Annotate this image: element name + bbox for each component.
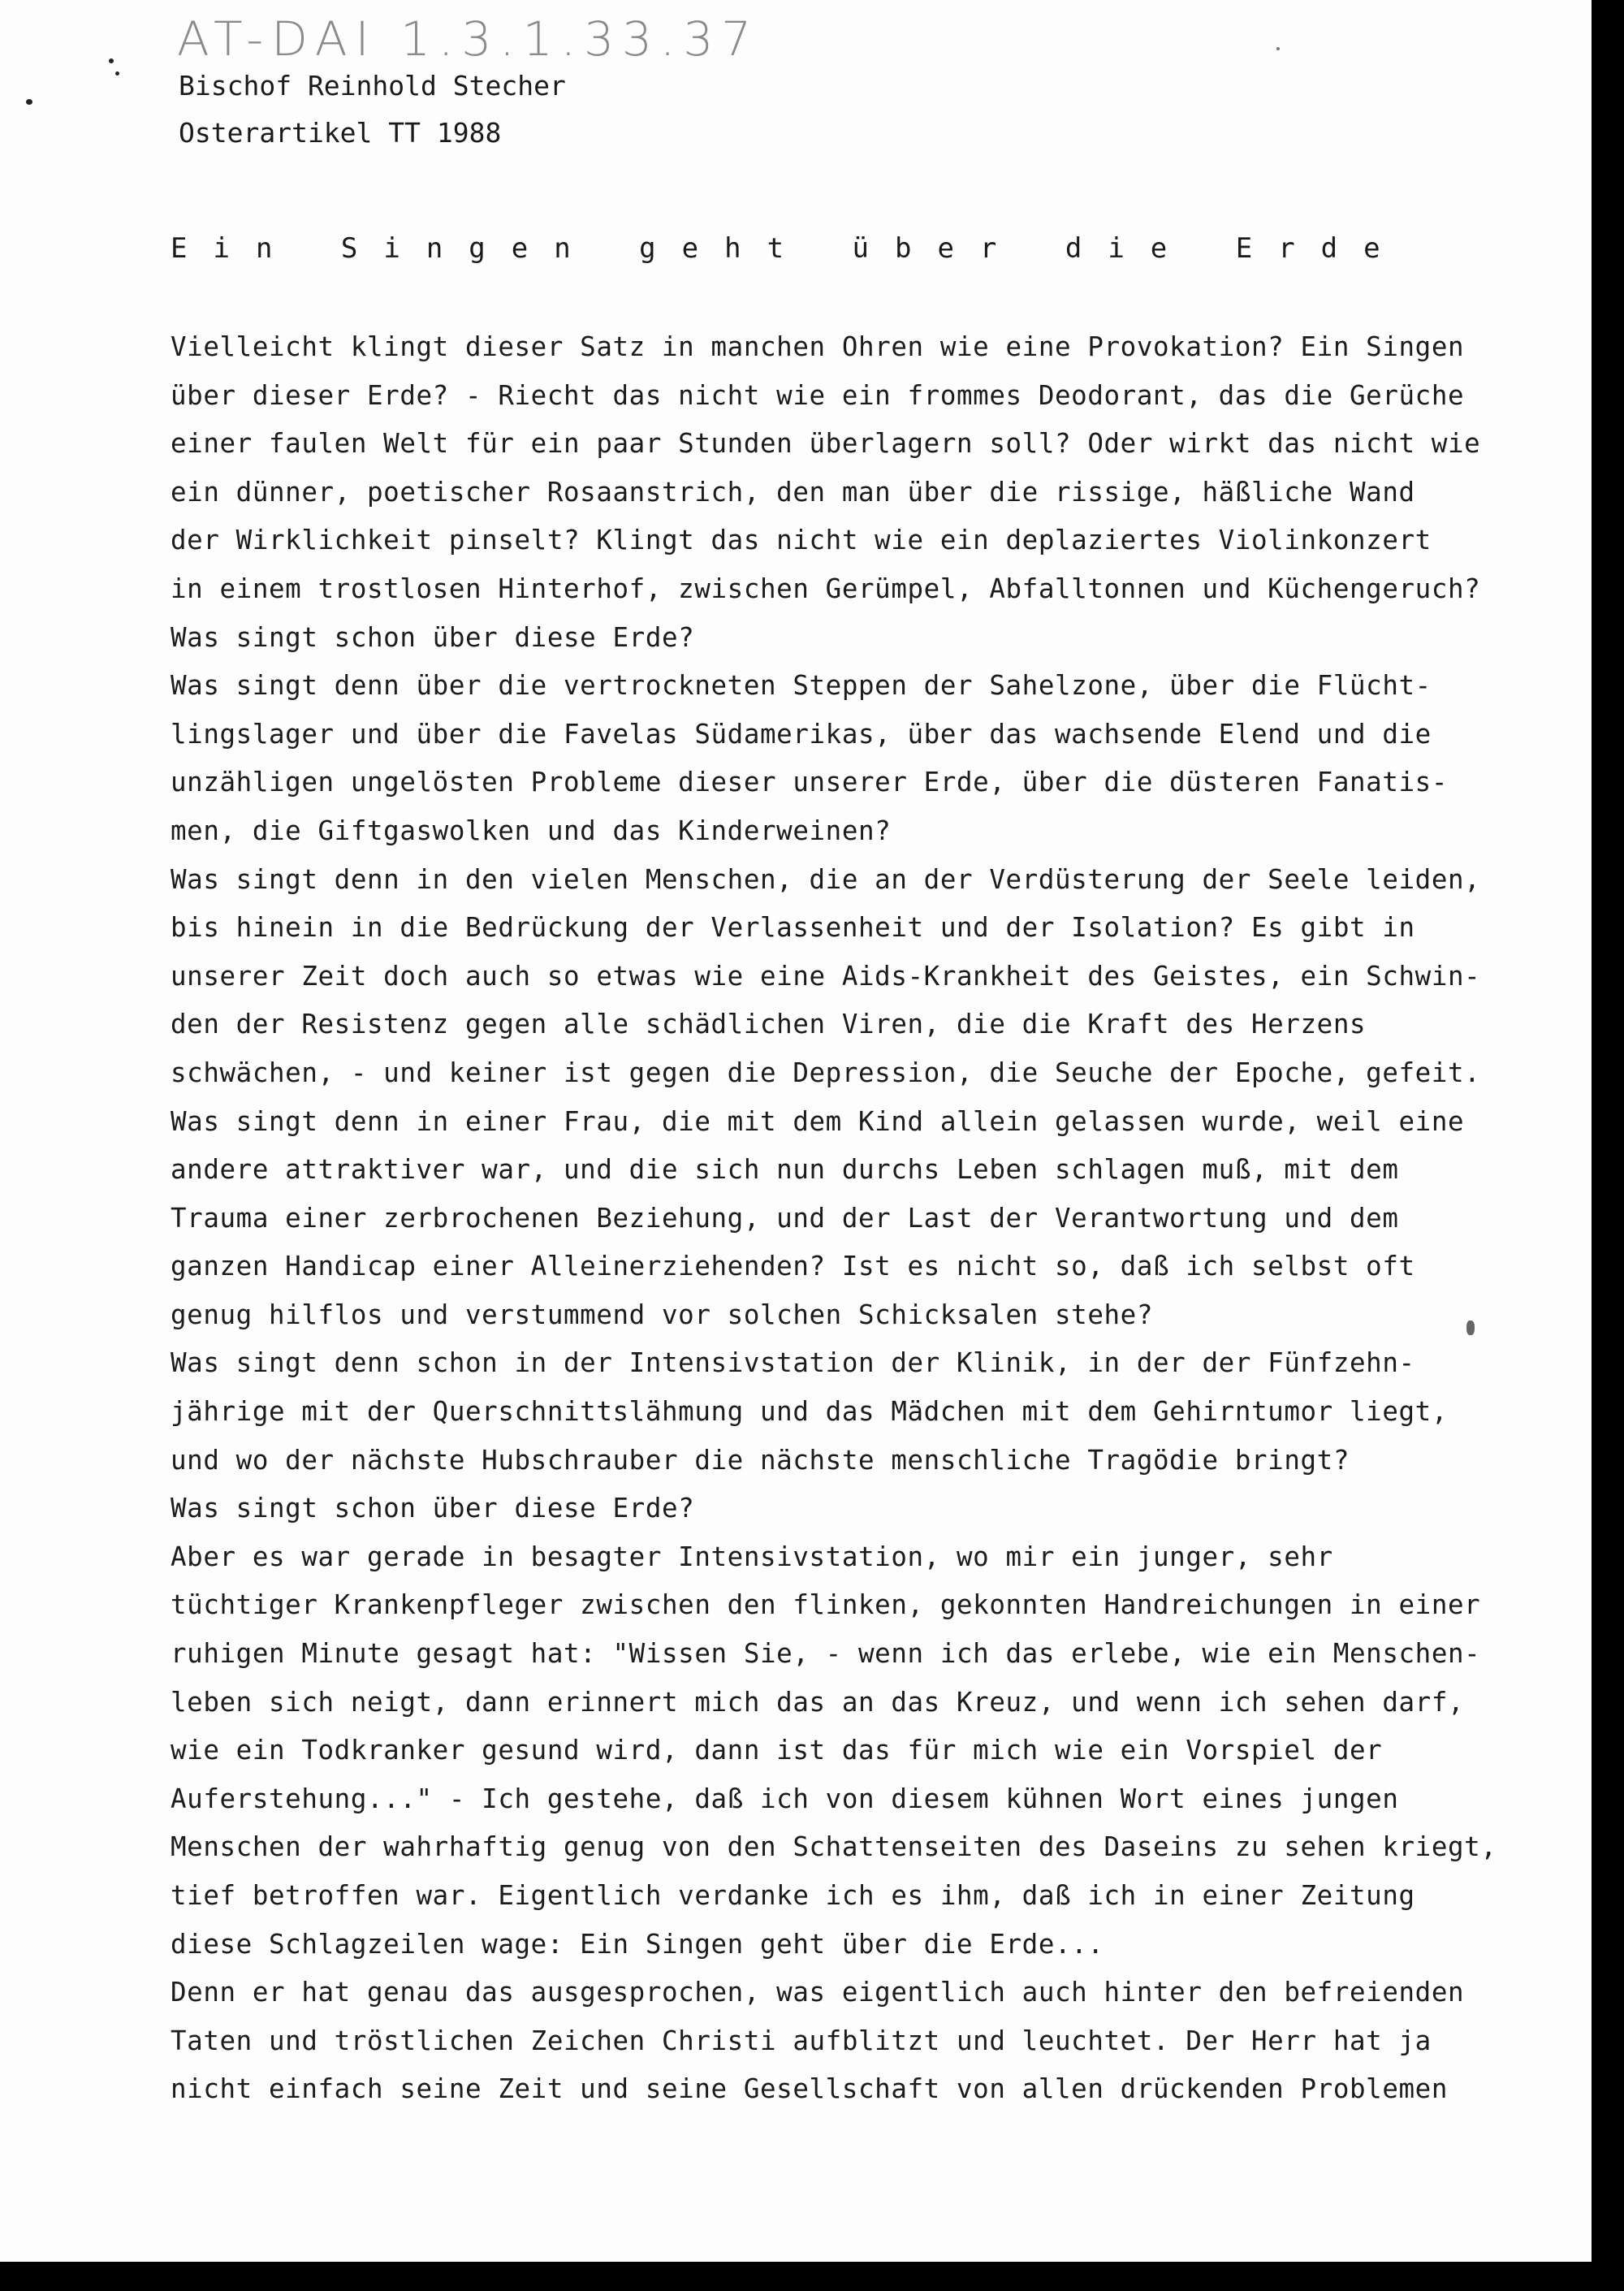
archive-reference-stamp: AT-DAI 1.3.1.33.37 [177,11,760,67]
text-line: Taten und tröstlichen Zeichen Christi aufblitzt und leuchtet. Der Herr hat ja [171,2025,1432,2056]
text-line: tief betroffen war. Eigentlich verdanke ich es ihm, daß ich in einer Zeitung [171,1880,1415,1911]
text-line: der Wirklichkeit pinselt? Klingt das nicht wie ein deplaziertes Violinkonzert [171,525,1432,556]
article-body [171,323,1567,2114]
text-line: lingslager und über die Favelas Südamerikas, über das wachsende Elend und die [171,718,1432,750]
text-line: Was singt denn in den vielen Menschen, die an der Verdüsterung der Seele leiden, [171,863,1481,895]
text-line: andere attraktiver war, und die sich nun durchs Leben schlagen muß, mit dem [171,1154,1399,1186]
article-title: Ein Singen geht über die Erde [171,232,1406,265]
text-line: Auferstehung..." - Ich gestehe, daß ich von diesem kühnen Wort eines jungen [171,1783,1399,1814]
text-line: ruhigen Minute gesagt hat: "Wissen Sie, - wenn ich das erlebe, wie ein Menschen- [171,1638,1481,1670]
text-line: men, die Giftgaswolken und das Kinderweinen? [171,815,892,846]
text-line: und wo der nächste Hubschrauber die nächste menschliche Tragödie bringt? [171,1444,1350,1476]
text-line: Denn er hat genau das ausgesprochen, was eigentlich auch hinter den befreienden [171,1977,1465,2008]
text-line: nicht einfach seine Zeit und seine Gesellschaft von allen drückenden Problemen [171,2073,1448,2105]
text-line: genug hilflos und verstummend vor solchen Schicksalen stehe? [171,1299,1153,1330]
text-line: Aber es war gerade in besagter Intensivstation, wo mir ein junger, sehr [171,1541,1333,1572]
text-line: einer faulen Welt für ein paar Stunden überlagern soll? Oder wirkt das nicht wie [171,428,1481,460]
scan-speck [26,99,32,105]
text-line: Vielleicht klingt dieser Satz in manchen Ohren wie eine Provokation? Ein Singen [171,331,1465,362]
text-line: ganzen Handicap einer Alleinerziehenden? Ist es nicht so, daß ich selbst oft [171,1251,1415,1282]
text-line: leben sich neigt, dann erinnert mich das an das Kreuz, und wenn ich sehen darf, [171,1686,1465,1718]
text-line: Was singt schon über diese Erde? [171,1493,695,1524]
text-line: tüchtiger Krankenpfleger zwischen den flinken, gekonnten Handreichungen in einer [171,1589,1481,1621]
text-line: wie ein Todkranker gesund wird, dann ist das für mich wie ein Vorspiel der [171,1735,1383,1766]
text-line: unzähligen ungelösten Probleme dieser unserer Erde, über die düsteren Fanatis- [171,767,1448,798]
text-line: in einem trostlosen Hinterhof, zwischen Gerümpel, Abfalltonnen und Küchengeruch? [171,573,1481,604]
text-line: Menschen der wahrhaftig genug von den Schattenseiten des Daseins zu sehen kriegt, [171,1831,1497,1863]
text-line: jährige mit der Querschnittslähmung und das Mädchen mit dem Gehirntumor liegt, [171,1396,1448,1428]
author-line: Bischof Reinhold Stecher [179,70,566,102]
text-line: diese Schlagzeilen wage: Ein Singen geht über die Erde... [171,1928,1104,1960]
source-line: Osterartikel TT 1988 [179,117,502,149]
scan-speck [109,58,114,63]
text-line: Was singt schon über diese Erde? [171,621,695,653]
text-line: den der Resistenz gegen alle schädlichen Viren, die die Kraft des Herzens [171,1009,1367,1040]
text-line: Was singt denn schon in der Intensivstation der Klinik, in der der Fünfzehn- [171,1347,1415,1379]
scan-speck [115,71,119,76]
scan-speck [1276,47,1280,50]
text-line: bis hinein in die Bedrückung der Verlassenheit und der Isolation? Es gibt in [171,912,1415,944]
text-line: schwächen, - und keiner ist gegen die Depression, die Seuche der Epoche, gefeit. [171,1057,1481,1088]
text-line: Was singt denn in einer Frau, die mit dem Kind allein gelassen wurde, weil eine [171,1105,1465,1137]
text-line: Was singt denn über die vertrockneten Steppen der Sahelzone, über die Flücht- [171,670,1432,702]
text-line: unserer Zeit doch auch so etwas wie eine Aids-Krankheit des Geistes, ein Schwin- [171,960,1481,992]
text-line: über dieser Erde? - Riecht das nicht wie ein frommes Deodorant, das die Gerüche [171,379,1465,411]
text-line: ein dünner, poetischer Rosaanstrich, den man über die rissige, häßliche Wand [171,476,1415,508]
text-line: Trauma einer zerbrochenen Beziehung, und der Last der Verantwortung und dem [171,1202,1399,1234]
